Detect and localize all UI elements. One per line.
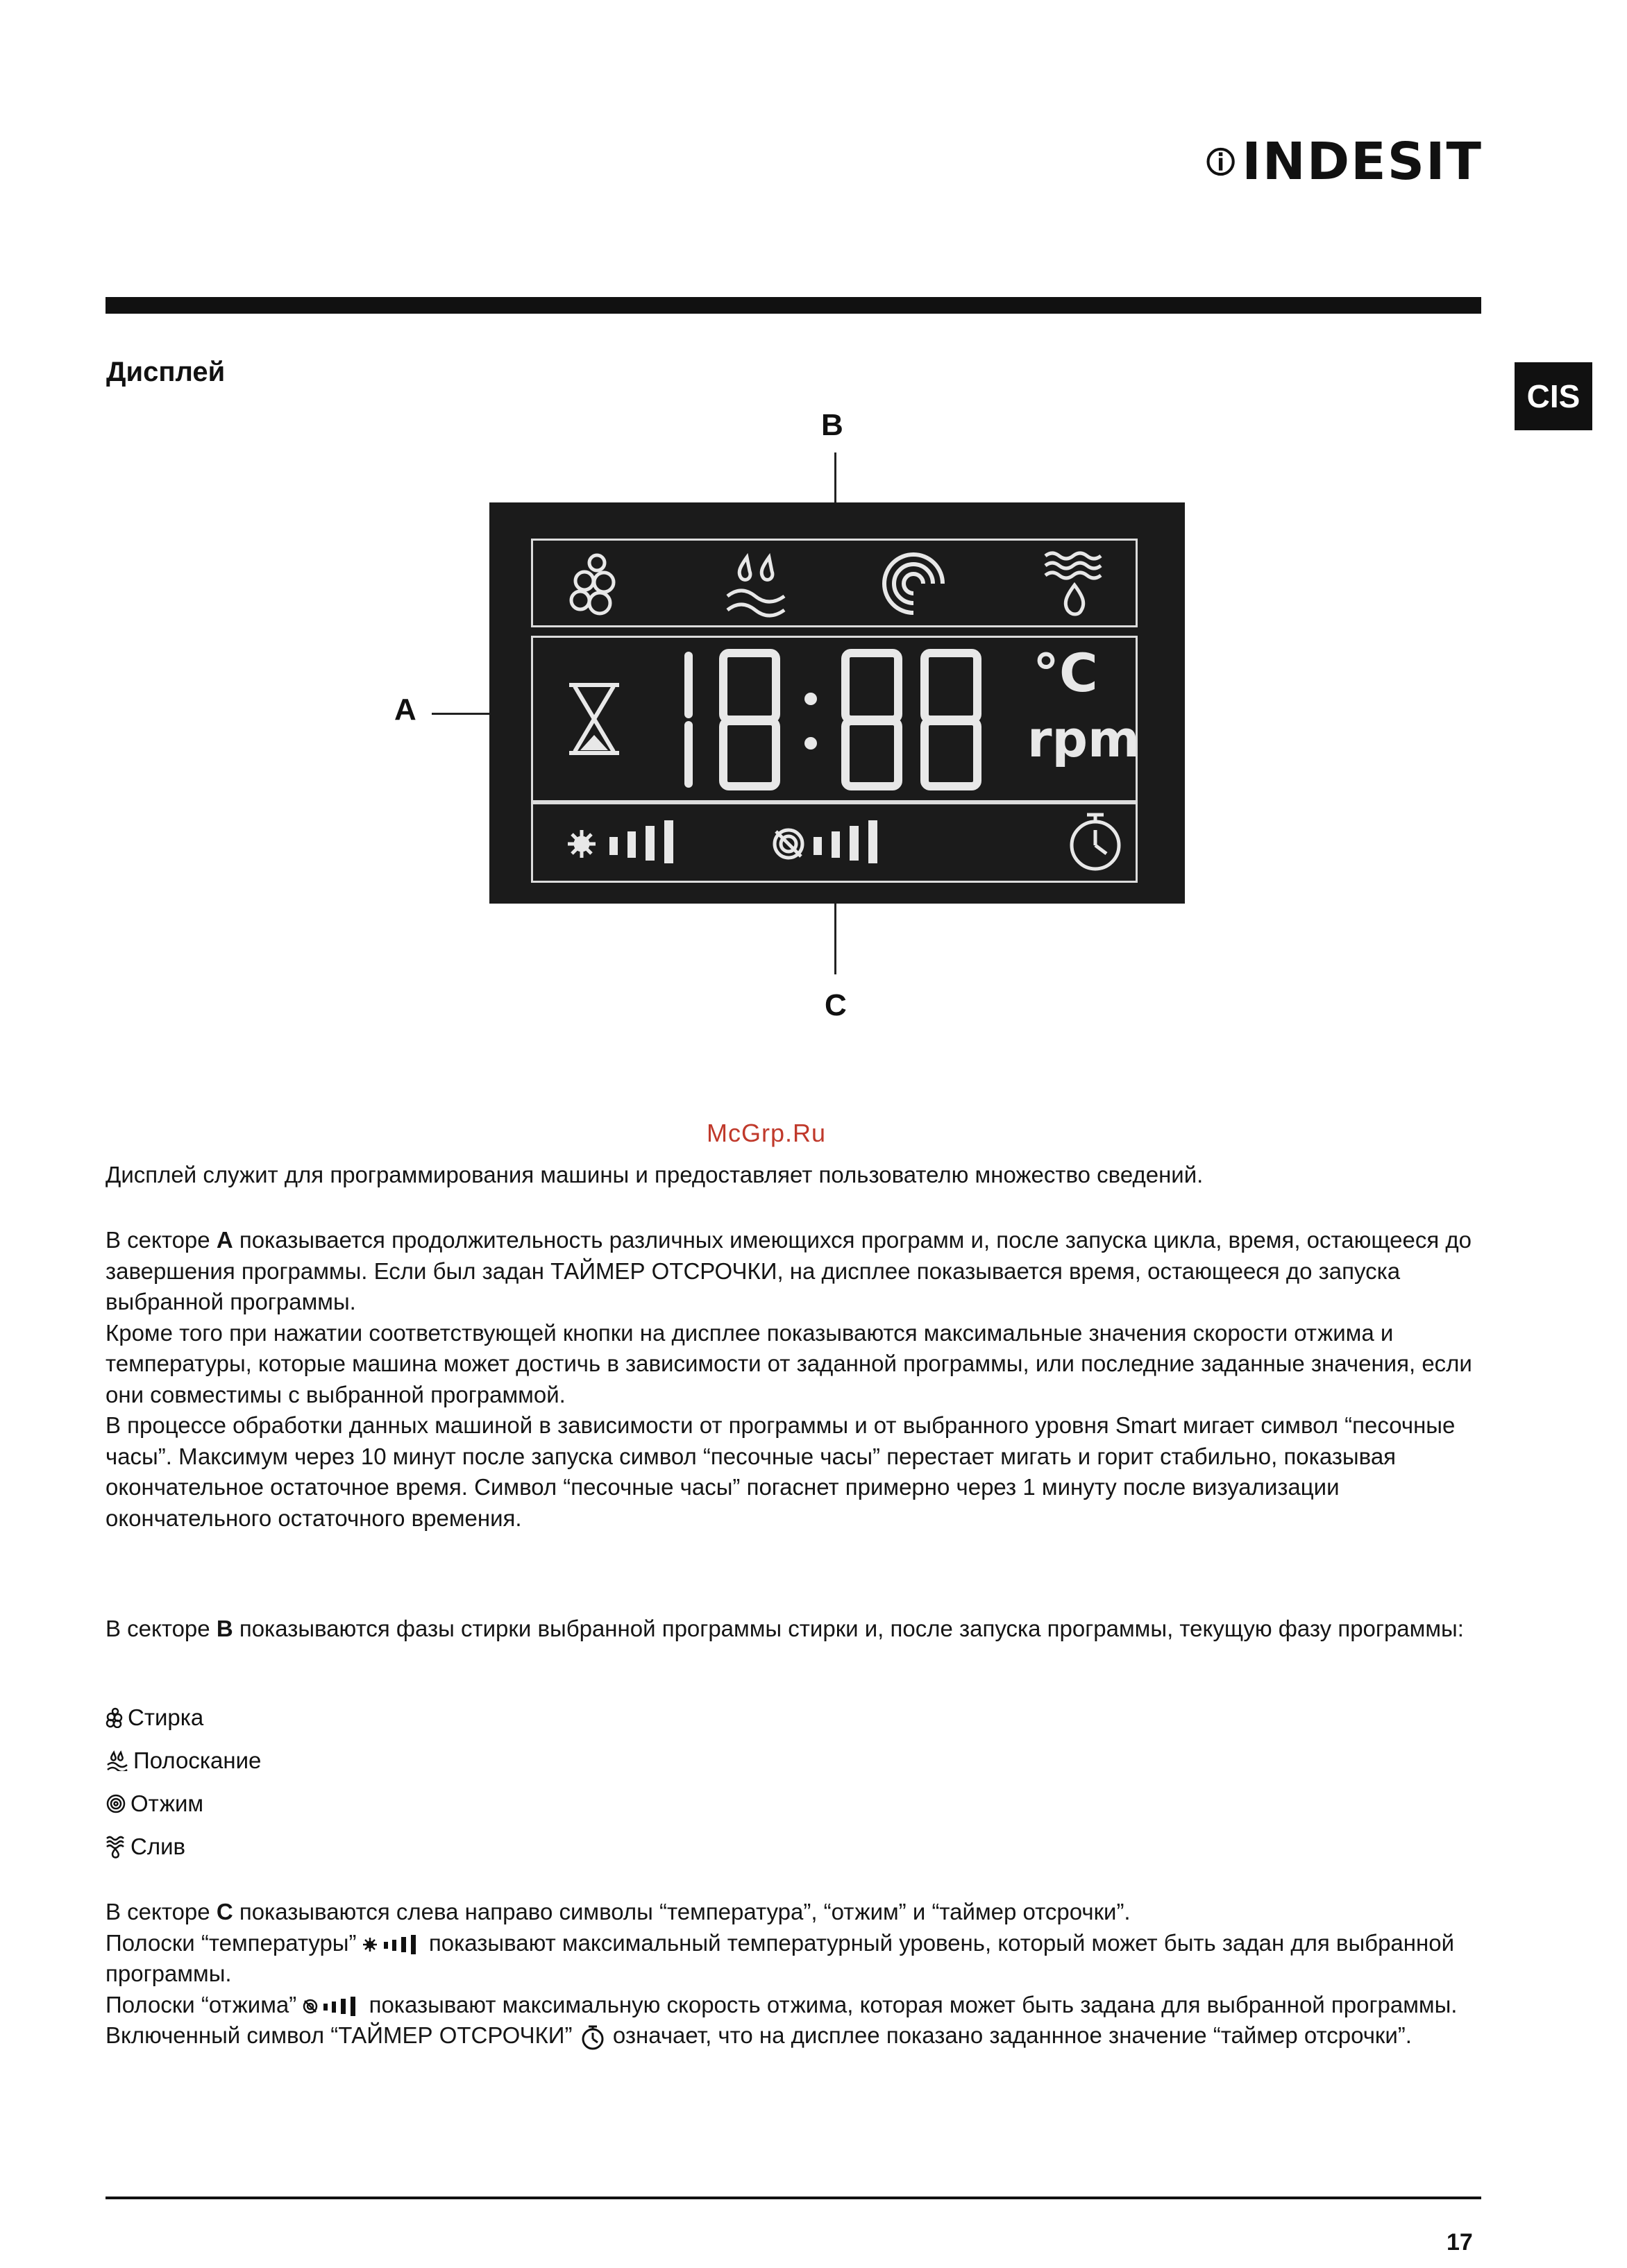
temperature-bars-icon (363, 1933, 423, 1956)
speed-unit: rpm (1027, 710, 1140, 768)
sector-c-description (106, 1897, 1483, 2051)
footer-rule (106, 2197, 1481, 2199)
brand-name: INDESIT (1242, 132, 1483, 192)
phase-wash-label: Стирка (128, 1704, 204, 1730)
delay-timer-icon (1063, 808, 1127, 874)
sector-c-para-3: Полоски “отжима” показывают максимальную скорость отжима, которая может быть задана для выбранной программы. (106, 1991, 1458, 2017)
wash-icon (106, 1707, 124, 1728)
page-number: 17 (1447, 2229, 1473, 2256)
header-rule (106, 297, 1481, 314)
callout-c: C (825, 988, 847, 1022)
brand-logo (1205, 124, 1483, 200)
hourglass-icon (565, 681, 623, 757)
delay-timer-icon (579, 2024, 607, 2050)
sector-b-description (106, 1614, 1483, 1645)
list-item (106, 1739, 522, 1782)
phase-list (106, 1696, 522, 1868)
sector-b (531, 539, 1138, 627)
temperature-icon (566, 816, 684, 870)
sector-a-para-2: Кроме того при нажатии соответствующей кнопки на дисплее показываются максимальные значения скорости отжима и температуры, которые машина может достичь в зависимости от заданной программы, или последние заданные значения, если они совместимы с выбранной программой. (106, 1319, 1472, 1407)
sector-c-para-1: В секторе C показываются слева направо символы “температура”, “отжим” и “таймер отсрочки”. (106, 1899, 1131, 1924)
sector-b-para: В секторе B показываются фазы стирки выбранной программы стирки и, после запуска программы, текущую фазу программы: (106, 1616, 1464, 1641)
drain-icon (1040, 546, 1109, 621)
sector-c (531, 801, 1138, 883)
intro-paragraph (106, 1160, 1483, 1191)
colon-dot-top (804, 693, 817, 705)
sector-a-para-3: В процессе обработки данных машиной в зависимости от программы и от выбранного уровня Smart мигает символ “песочные часы”. Максимум через 10 минут после запуска символ “песочные часы” перестает мигать и горит стабильно, показывая окончательное остаточное время. Символ “песочные часы” погаснет примерно через 1 минуту после визуализации окончательного остаточного времения. (106, 1412, 1456, 1531)
section-title: Дисплей (106, 357, 226, 387)
indesit-logo-icon (1205, 127, 1236, 196)
display-panel (489, 502, 1185, 904)
spin-bars-icon (303, 1995, 362, 2017)
region-tab: CIS (1515, 362, 1592, 430)
colon-dot-bottom (804, 737, 817, 750)
callout-b: B (821, 408, 843, 442)
list-item (106, 1782, 522, 1825)
intro-text: Дисплей служит для программирования машины и предоставляет пользователю множество сведений. (106, 1162, 1204, 1187)
sector-a-description (106, 1225, 1483, 1534)
phase-drain-label: Слив (130, 1834, 186, 1859)
temperature-unit: °C (1033, 642, 1098, 704)
phase-spin-label: Отжим (130, 1791, 204, 1816)
phase-rinse-label: Полоскание (133, 1747, 262, 1773)
sector-c-para-2: Полоски “температуры” показывают максимальный температурный уровень, который может быть задан для выбранной программы. (106, 1929, 1455, 1986)
callout-a: A (394, 693, 416, 727)
spin-icon (877, 549, 950, 620)
spin-speed-icon (770, 816, 895, 870)
sector-a (531, 636, 1138, 802)
sector-c-para-4: Включенный символ “ТАЙМЕР ОТСРОЧКИ” означает, что на дисплее показано заданнное значение “таймер отсрочки”. (106, 2020, 1483, 2051)
list-item (106, 1696, 522, 1739)
watermark: McGrp.Ru (707, 1119, 827, 1147)
rinse-icon (720, 550, 797, 618)
list-item (106, 1825, 522, 1868)
rinse-icon (106, 1750, 129, 1771)
spin-icon (106, 1793, 126, 1814)
time-digits (664, 646, 1011, 793)
drain-icon (106, 1835, 126, 1859)
wash-icon (564, 550, 626, 618)
sector-a-para-1: В секторе A показывается продолжительность различных имеющихся программ и, после запуска цикла, время, остающееся до завершения программы. Если был задан ТАЙМЕР ОТСРОЧКИ, на дисплее показывается время, остающееся до запуска выбранной программы. (106, 1227, 1472, 1314)
